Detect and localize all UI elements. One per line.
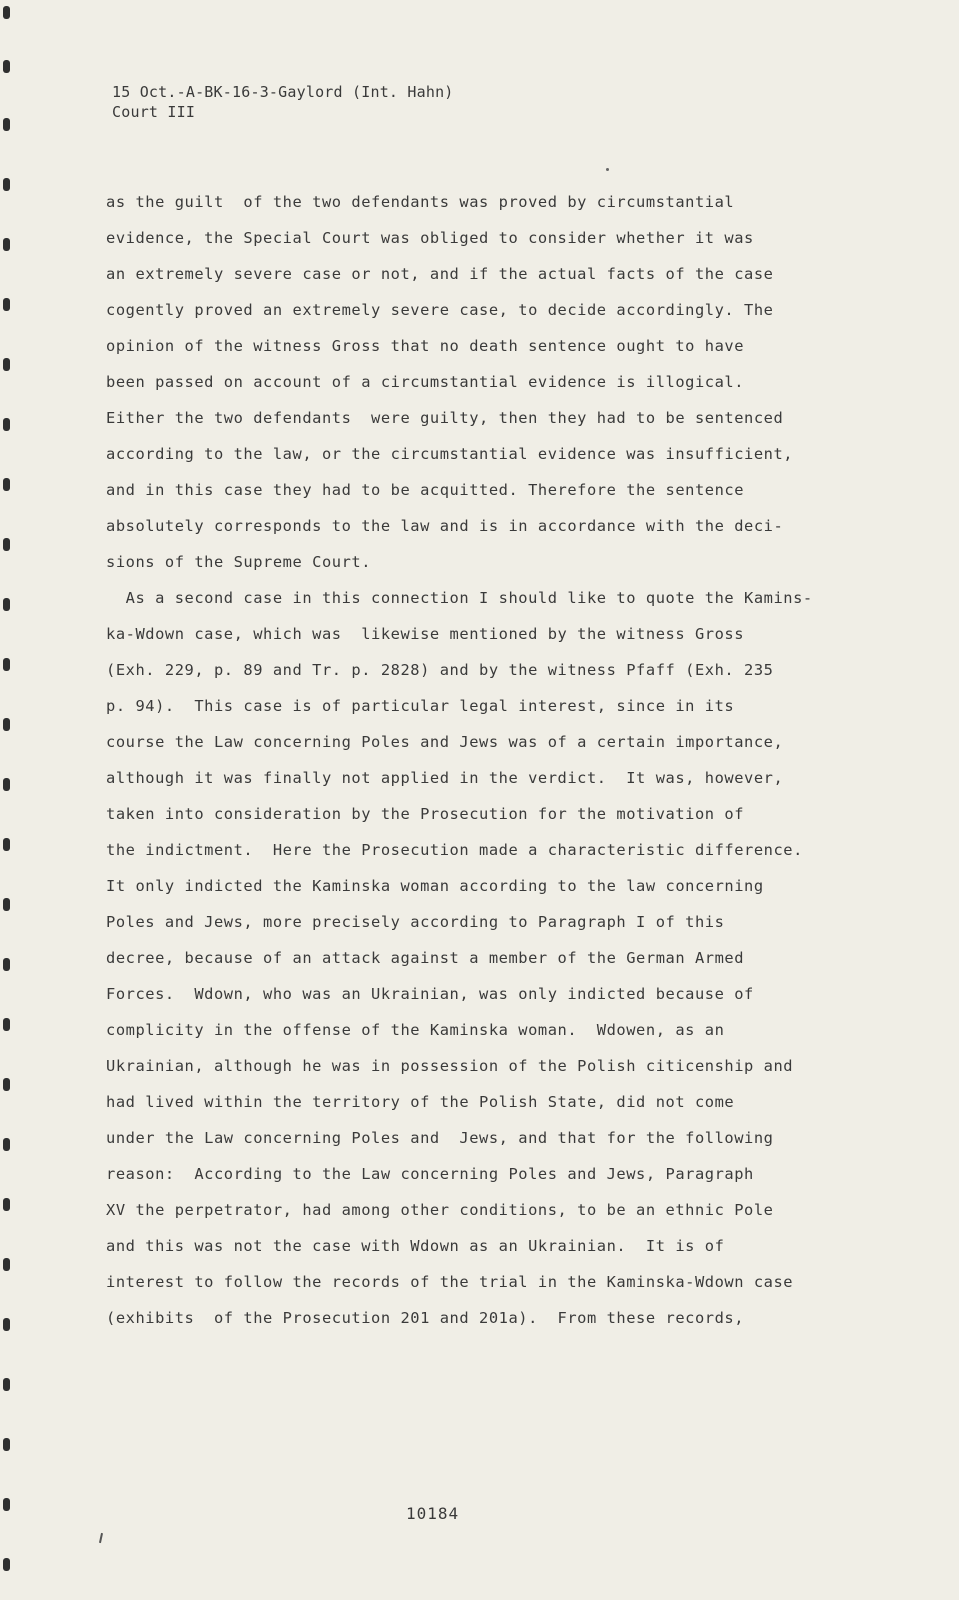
text-line: Poles and Jews, more precisely according to Paragraph I of this [106, 913, 725, 931]
binding-hole [3, 6, 10, 19]
text-line: course the Law concerning Poles and Jews was of a certain importance, [106, 733, 784, 751]
text-line: sions of the Supreme Court. [106, 553, 372, 571]
text-line: been passed on account of a circumstantial evidence is illogical. [106, 373, 745, 391]
binding-hole [3, 178, 10, 191]
binding-hole [3, 1138, 10, 1151]
binding-hole [3, 358, 10, 371]
binding-hole [3, 778, 10, 791]
binding-hole [3, 958, 10, 971]
text-line: under the Law concerning Poles and Jews, and that for the following [106, 1129, 774, 1147]
text-line: XV the perpetrator, had among other conditions, to be an ethnic Pole [106, 1201, 774, 1219]
binding-hole [3, 1438, 10, 1451]
text-line: p. 94). This case is of particular legal interest, since in its [106, 697, 735, 715]
binding-hole [3, 478, 10, 491]
text-line: (Exh. 229, p. 89 and Tr. p. 2828) and by the witness Pfaff (Exh. 235 [106, 661, 774, 679]
text-line: cogently proved an extremely severe case, to decide accordingly. The [106, 301, 774, 319]
binding-hole [3, 838, 10, 851]
text-line: interest to follow the records of the trial in the Kaminska-Wdown case [106, 1273, 794, 1291]
paper-speck [606, 168, 609, 171]
text-line: opinion of the witness Gross that no death sentence ought to have [106, 337, 745, 355]
binding-hole [3, 1558, 10, 1571]
binding-hole [3, 658, 10, 671]
text-line: decree, because of an attack against a member of the German Armed [106, 949, 745, 967]
text-line: although it was finally not applied in the verdict. It was, however, [106, 769, 784, 787]
text-line: according to the law, or the circumstantial evidence was insufficient, [106, 445, 794, 463]
text-line: and this was not the case with Wdown as an Ukrainian. It is of [106, 1237, 725, 1255]
header-reference-line: 15 Oct.-A-BK-16-3-Gaylord (Int. Hahn) [112, 83, 454, 101]
binding-hole [3, 1258, 10, 1271]
text-line: taken into consideration by the Prosecution for the motivation of [106, 805, 745, 823]
binding-hole [3, 1378, 10, 1391]
text-line: It only indicted the Kaminska woman according to the law concerning [106, 877, 764, 895]
binding-hole [3, 1198, 10, 1211]
text-line: an extremely severe case or not, and if the actual facts of the case [106, 265, 774, 283]
binding-hole [3, 1018, 10, 1031]
binding-hole [3, 60, 10, 73]
text-line: As a second case in this connection I should like to quote the Kamins- [106, 589, 813, 607]
text-line: Forces. Wdown, who was an Ukrainian, was only indicted because of [106, 985, 754, 1003]
header-court-line: Court III [112, 103, 196, 121]
binding-hole [3, 898, 10, 911]
text-line: absolutely corresponds to the law and is in accordance with the deci- [106, 517, 784, 535]
document-header [112, 82, 454, 122]
text-line: and in this case they had to be acquitted. Therefore the sentence [106, 481, 745, 499]
text-line: ka-Wdown case, which was likewise mentioned by the witness Gross [106, 625, 745, 643]
binding-holes [0, 0, 14, 1600]
text-line: reason: According to the Law concerning Poles and Jews, Paragraph [106, 1165, 754, 1183]
binding-hole [3, 598, 10, 611]
binding-hole [3, 718, 10, 731]
text-line: Either the two defendants were guilty, then they had to be sentenced [106, 409, 784, 427]
binding-hole [3, 538, 10, 551]
page-number: 10184 [406, 1504, 460, 1523]
text-line: had lived within the territory of the Polish State, did not come [106, 1093, 735, 1111]
binding-hole [3, 238, 10, 251]
text-line: as the guilt of the two defendants was proved by circumstantial [106, 193, 735, 211]
binding-hole [3, 298, 10, 311]
body-text [106, 184, 826, 1336]
binding-hole [3, 118, 10, 131]
binding-hole [3, 1498, 10, 1511]
binding-hole [3, 1078, 10, 1091]
text-line: Ukrainian, although he was in possession of the Polish citicenship and [106, 1057, 794, 1075]
binding-hole [3, 418, 10, 431]
text-line: the indictment. Here the Prosecution made a characteristic difference. [106, 841, 803, 859]
binding-hole [3, 1318, 10, 1331]
text-line: (exhibits of the Prosecution 201 and 201a). From these records, [106, 1309, 745, 1327]
stray-ink-mark [99, 1533, 103, 1543]
text-line: evidence, the Special Court was obliged to consider whether it was [106, 229, 754, 247]
text-line: complicity in the offense of the Kaminska woman. Wdowen, as an [106, 1021, 725, 1039]
